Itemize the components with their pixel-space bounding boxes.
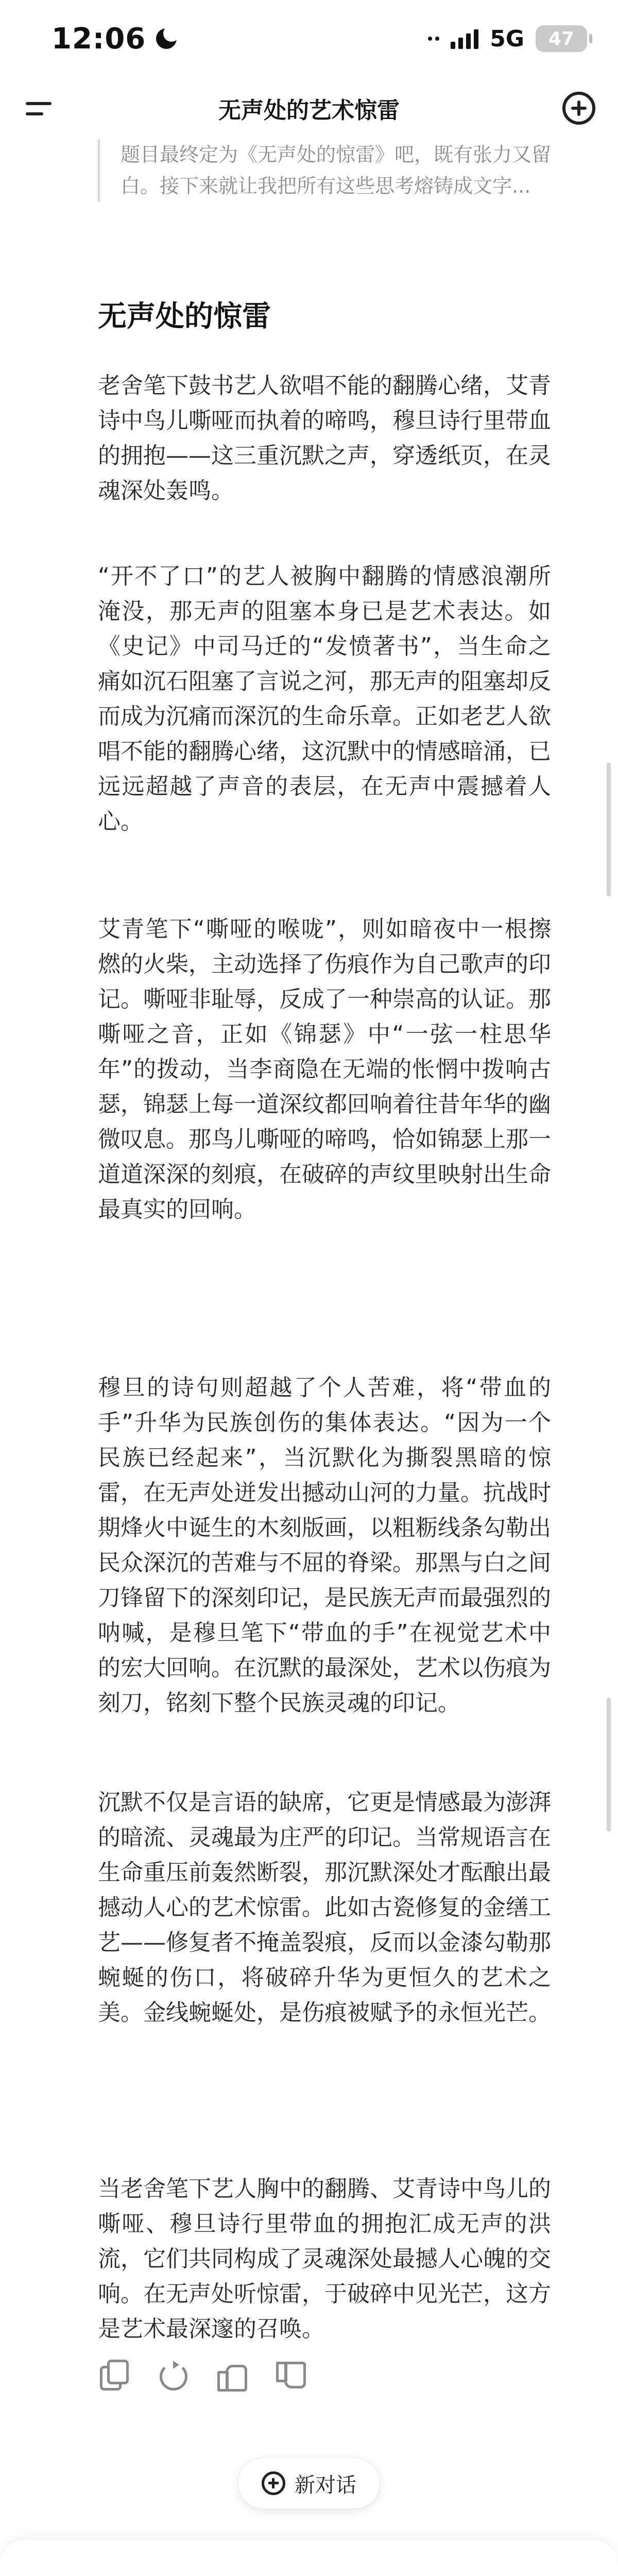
new-chat-button[interactable] xyxy=(238,2458,380,2509)
chat-content[interactable] xyxy=(0,139,618,2458)
plus-circle-icon xyxy=(262,2471,285,2495)
signal-icon xyxy=(451,28,478,49)
message-composer xyxy=(0,2540,618,2576)
conversation-title: 无声处的艺术惊雷 xyxy=(218,97,400,124)
regenerate-icon[interactable] xyxy=(157,2360,185,2388)
status-bar xyxy=(0,0,618,77)
article-paragraph-6: 当老舍笔下艺人胸中的翻腾、艾青诗中鸟儿的嘶哑、穆旦诗行里带血的拥抱汇成无声的洪流，它们共同构成了灵魂深处最撼人心魄的交响。在无声处听惊雷，于破碎中见光芒，这方是艺术最深邃的召唤。 xyxy=(98,2176,551,2342)
article-title: 无声处的惊雷 xyxy=(98,300,271,333)
dots-icon xyxy=(428,37,439,41)
thumbs-down-icon[interactable] xyxy=(274,2360,303,2388)
article-paragraph-3: 艾青笔下“嘶哑的喉咙”，则如暗夜中一根擦燃的火柴，主动选择了伤痕作为自己歌声的印记。嘶哑非耻辱，反成了一种崇高的认证。那嘶哑之音，正如《锦瑟》中“一弦一柱思华年”的拨动，当李商隐在无端的怅惘中拨响古瑟，锦瑟上每一道深纹都回响着往昔年华的幽微叹息。那鸟儿嘶哑的啼鸣，恰如锦瑟上那一道道深深的刻痕，在破碎的声纹里映射出生命最真实的回响。 xyxy=(98,916,551,1223)
article-paragraph-1: 老舍笔下鼓书艺人欲唱不能的翻腾心绪，艾青诗中鸟儿嘶哑而执着的啼鸣，穆旦诗行里带血的拥抱——这三重沉默之声，穿透纸页，在灵魂深处轰鸣。 xyxy=(98,372,551,504)
status-time: 12:06 xyxy=(52,22,146,56)
article-paragraph-2: “开不了口”的艺人被胸中翻腾的情感浪潮所淹没，那无声的阻塞本身已是艺术表达。如《史记》中司马迁的“发愤著书”，当生命之痛如沉石阻塞了言说之河，那无声的阻塞却反而成为沉痛而深沉的生命乐章。正如老艺人欲唱不能的翻腾心绪，这沉默中的情感暗涌，已远远超越了声音的表层，在无声中震撼着人心。 xyxy=(98,563,551,835)
network-type: 5G xyxy=(490,25,524,52)
battery-icon xyxy=(536,25,587,52)
message-actions xyxy=(98,2360,303,2388)
scrollbar-thumb-secondary[interactable] xyxy=(607,1698,611,1832)
new-chat-label: 新对话 xyxy=(295,2473,356,2497)
battery-level: 47 xyxy=(548,28,575,49)
new-chat-icon[interactable] xyxy=(562,92,595,125)
app-header xyxy=(0,77,618,139)
status-indicators xyxy=(428,25,587,52)
article-paragraph-4: 穆旦的诗句则超越了个人苦难，将“带血的手”升华为民族创伤的集体表达。“因为一个民族已经起来”，当沉默化为撕裂黑暗的惊雷，在无声处迸发出撼动山河的力量。抗战时期烽火中诞生的木刻版画，以粗粝线条勾勒出民众深沉的苦难与不屈的脊梁。那黑与白之间刀锋留下的深刻印记，是民族无声而最强烈的呐喊，是穆旦笔下“带血的手”在视觉艺术中的宏大回响。在沉默的最深处，艺术以伤痕为刻刀，铭刻下整个民族灵魂的印记。 xyxy=(98,1375,551,1716)
message-input[interactable] xyxy=(32,2571,286,2576)
moon-icon xyxy=(156,28,177,49)
scrollbar-thumb[interactable] xyxy=(607,762,611,896)
menu-icon[interactable] xyxy=(23,99,54,120)
thumbs-up-icon[interactable] xyxy=(215,2360,244,2388)
thinking-block: 题目最终定为《无声处的惊雷》吧，既有张力又留白。接下来就让我把所有这些思考熔铸成文字... xyxy=(98,139,556,202)
article-paragraph-5: 沉默不仅是言语的缺席，它更是情感最为澎湃的暗流、灵魂最为庄严的印记。当常规语言在生命重压前轰然断裂，那沉默深处才酝酿出最撼动人心的艺术惊雷。此如古瓷修复的金缮工艺——修复者不掩盖裂痕，反而以金漆勾勒那蜿蜒的伤口，将破碎升华为更恒久的艺术之美。金线蜿蜒处，是伤痕被赋予的永恒光芒。 xyxy=(98,1789,551,2026)
copy-icon[interactable] xyxy=(98,2360,127,2388)
